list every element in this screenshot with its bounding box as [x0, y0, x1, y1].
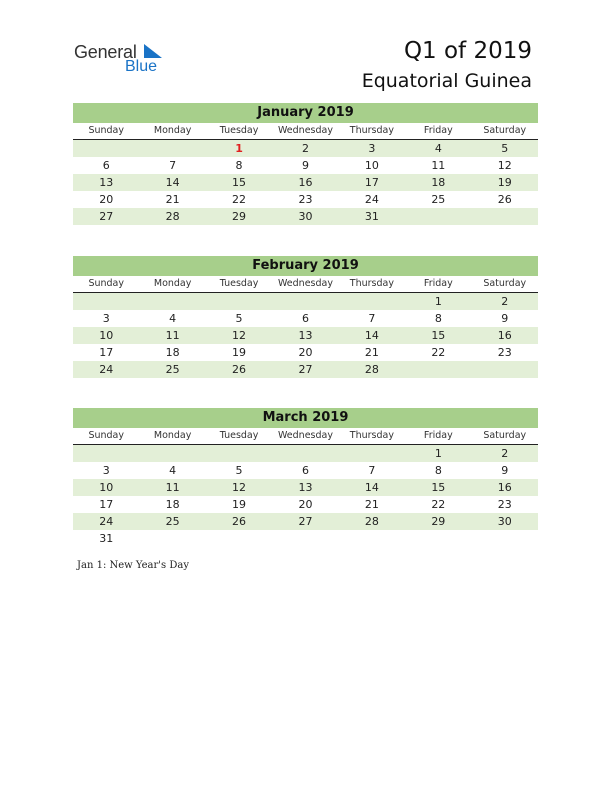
week-row	[73, 293, 538, 310]
day-cell: 21	[364, 498, 379, 511]
day-cell: 6	[102, 159, 110, 172]
weekday-header-row	[73, 428, 538, 445]
day-cell: 7	[368, 464, 376, 477]
empty-day-cell	[272, 293, 338, 310]
empty-day-cell	[405, 361, 471, 378]
holiday-note: Jan 1: New Year's Day	[77, 560, 189, 571]
weekday-header-row	[73, 123, 538, 140]
day-cell: 30	[298, 210, 313, 223]
empty-day-cell	[405, 208, 471, 225]
day-cell: 14	[364, 329, 379, 342]
weekday-label: Monday	[153, 430, 192, 441]
weekday-label: Friday	[423, 125, 453, 136]
logo-general-text: General	[74, 42, 137, 62]
day-cell: 11	[165, 329, 180, 342]
day-cell: 31	[364, 210, 379, 223]
page-title: Q1 of 2019	[403, 38, 532, 64]
day-cell: 27	[298, 515, 313, 528]
empty-day-cell	[339, 530, 405, 547]
empty-day-cell	[73, 140, 139, 157]
weekday-label: Tuesday	[219, 430, 259, 441]
empty-day-cell	[139, 530, 205, 547]
weekday-label: Monday	[153, 278, 192, 289]
week-row	[73, 140, 538, 157]
day-cell: 14	[165, 176, 180, 189]
day-cell: 15	[431, 329, 446, 342]
day-cell: 22	[232, 193, 247, 206]
weekday-label: Saturday	[483, 125, 527, 136]
week-row	[73, 479, 538, 496]
weekday-label: Wednesday	[277, 278, 333, 289]
day-cell: 11	[431, 159, 446, 172]
week-row	[73, 344, 538, 361]
day-cell: 25	[165, 515, 180, 528]
day-cell: 9	[501, 312, 509, 325]
week-row	[73, 361, 538, 378]
empty-day-cell	[272, 445, 338, 462]
day-cell: 16	[298, 176, 313, 189]
weekday-label: Monday	[153, 125, 192, 136]
day-cell: 20	[298, 346, 313, 359]
weekday-label: Saturday	[483, 430, 527, 441]
day-cell: 9	[301, 159, 309, 172]
day-cell: 12	[232, 481, 247, 494]
day-cell: 13	[99, 176, 114, 189]
day-cell: 18	[431, 176, 446, 189]
week-row	[73, 327, 538, 344]
empty-day-cell	[206, 530, 272, 547]
day-cell: 24	[99, 363, 114, 376]
day-cell: 14	[364, 481, 379, 494]
country-name: Equatorial Guinea	[361, 70, 532, 92]
weekday-header-row	[73, 276, 538, 293]
day-cell: 12	[232, 329, 247, 342]
day-cell: 19	[497, 176, 512, 189]
day-cell: 9	[501, 464, 509, 477]
day-cell: 23	[497, 346, 512, 359]
day-cell: 20	[298, 498, 313, 511]
day-cell: 24	[364, 193, 379, 206]
week-row	[73, 462, 538, 479]
day-cell: 7	[368, 312, 376, 325]
empty-day-cell	[339, 293, 405, 310]
day-cell: 23	[497, 498, 512, 511]
day-cell: 25	[165, 363, 180, 376]
month-header: January 2019	[73, 103, 538, 123]
day-cell: 15	[232, 176, 247, 189]
day-cell: 10	[364, 159, 379, 172]
day-cell: 20	[99, 193, 114, 206]
empty-day-cell	[139, 293, 205, 310]
day-cell: 6	[301, 312, 309, 325]
weekday-label: Friday	[423, 278, 453, 289]
day-cell: 13	[298, 481, 313, 494]
day-cell: 3	[368, 142, 376, 155]
day-cell: 5	[235, 464, 243, 477]
week-row	[73, 496, 538, 513]
weekday-label: Sunday	[88, 430, 124, 441]
day-cell: 28	[364, 363, 379, 376]
day-cell: 28	[364, 515, 379, 528]
empty-day-cell	[472, 208, 538, 225]
day-cell: 19	[232, 498, 247, 511]
day-cell: 1	[235, 142, 243, 155]
weekday-label: Wednesday	[277, 430, 333, 441]
weekday-label: Wednesday	[277, 125, 333, 136]
empty-day-cell	[139, 445, 205, 462]
day-cell: 8	[434, 312, 442, 325]
empty-day-cell	[472, 530, 538, 547]
day-cell: 10	[99, 329, 114, 342]
day-cell: 23	[298, 193, 313, 206]
weekday-label: Thursday	[349, 430, 394, 441]
week-row	[73, 174, 538, 191]
day-cell: 29	[431, 515, 446, 528]
weekday-label: Friday	[423, 430, 453, 441]
day-cell: 13	[298, 329, 313, 342]
week-row	[73, 208, 538, 225]
day-cell: 21	[364, 346, 379, 359]
logo-blue-text: Blue	[125, 58, 158, 75]
weekday-label: Thursday	[349, 278, 394, 289]
week-row	[73, 513, 538, 530]
day-cell: 29	[232, 210, 247, 223]
day-cell: 5	[235, 312, 243, 325]
generalblue-logo	[74, 42, 174, 78]
month-calendar	[73, 103, 538, 225]
day-cell: 30	[497, 515, 512, 528]
empty-day-cell	[139, 140, 205, 157]
empty-day-cell	[73, 445, 139, 462]
day-cell: 1	[434, 447, 442, 460]
empty-day-cell	[206, 445, 272, 462]
week-row	[73, 191, 538, 208]
day-cell: 26	[232, 363, 247, 376]
week-row	[73, 445, 538, 462]
day-cell: 22	[431, 498, 446, 511]
day-cell: 31	[99, 532, 114, 545]
day-cell: 24	[99, 515, 114, 528]
day-cell: 26	[497, 193, 512, 206]
day-cell: 17	[99, 346, 114, 359]
day-cell: 2	[501, 295, 509, 308]
day-cell: 2	[301, 142, 309, 155]
day-cell: 3	[102, 464, 110, 477]
day-cell: 28	[165, 210, 180, 223]
week-row	[73, 530, 538, 547]
weekday-label: Sunday	[88, 125, 124, 136]
day-cell: 26	[232, 515, 247, 528]
weekday-label: Thursday	[349, 125, 394, 136]
day-cell: 6	[301, 464, 309, 477]
day-cell: 15	[431, 481, 446, 494]
day-cell: 19	[232, 346, 247, 359]
day-cell: 25	[431, 193, 446, 206]
month-header: March 2019	[73, 408, 538, 428]
day-cell: 4	[434, 142, 442, 155]
week-row	[73, 310, 538, 327]
day-cell: 17	[364, 176, 379, 189]
day-cell: 3	[102, 312, 110, 325]
day-cell: 21	[165, 193, 180, 206]
day-cell: 4	[169, 464, 177, 477]
day-cell: 8	[235, 159, 243, 172]
week-row	[73, 157, 538, 174]
month-header: February 2019	[73, 256, 538, 276]
month-calendar	[73, 408, 538, 547]
weekday-label: Tuesday	[219, 278, 259, 289]
weekday-label: Tuesday	[219, 125, 259, 136]
weekday-label: Sunday	[88, 278, 124, 289]
weekday-label: Saturday	[483, 278, 527, 289]
day-cell: 1	[434, 295, 442, 308]
day-cell: 11	[165, 481, 180, 494]
day-cell: 17	[99, 498, 114, 511]
month-calendar	[73, 256, 538, 378]
day-cell: 10	[99, 481, 114, 494]
day-cell: 7	[169, 159, 177, 172]
empty-day-cell	[73, 293, 139, 310]
day-cell: 27	[99, 210, 114, 223]
day-cell: 8	[434, 464, 442, 477]
day-cell: 4	[169, 312, 177, 325]
empty-day-cell	[472, 361, 538, 378]
day-cell: 18	[165, 346, 180, 359]
day-cell: 5	[501, 142, 509, 155]
day-cell: 2	[501, 447, 509, 460]
day-cell: 12	[497, 159, 512, 172]
day-cell: 18	[165, 498, 180, 511]
day-cell: 16	[497, 329, 512, 342]
day-cell: 16	[497, 481, 512, 494]
day-cell: 22	[431, 346, 446, 359]
day-cell: 27	[298, 363, 313, 376]
empty-day-cell	[339, 445, 405, 462]
empty-day-cell	[272, 530, 338, 547]
empty-day-cell	[405, 530, 471, 547]
empty-day-cell	[206, 293, 272, 310]
